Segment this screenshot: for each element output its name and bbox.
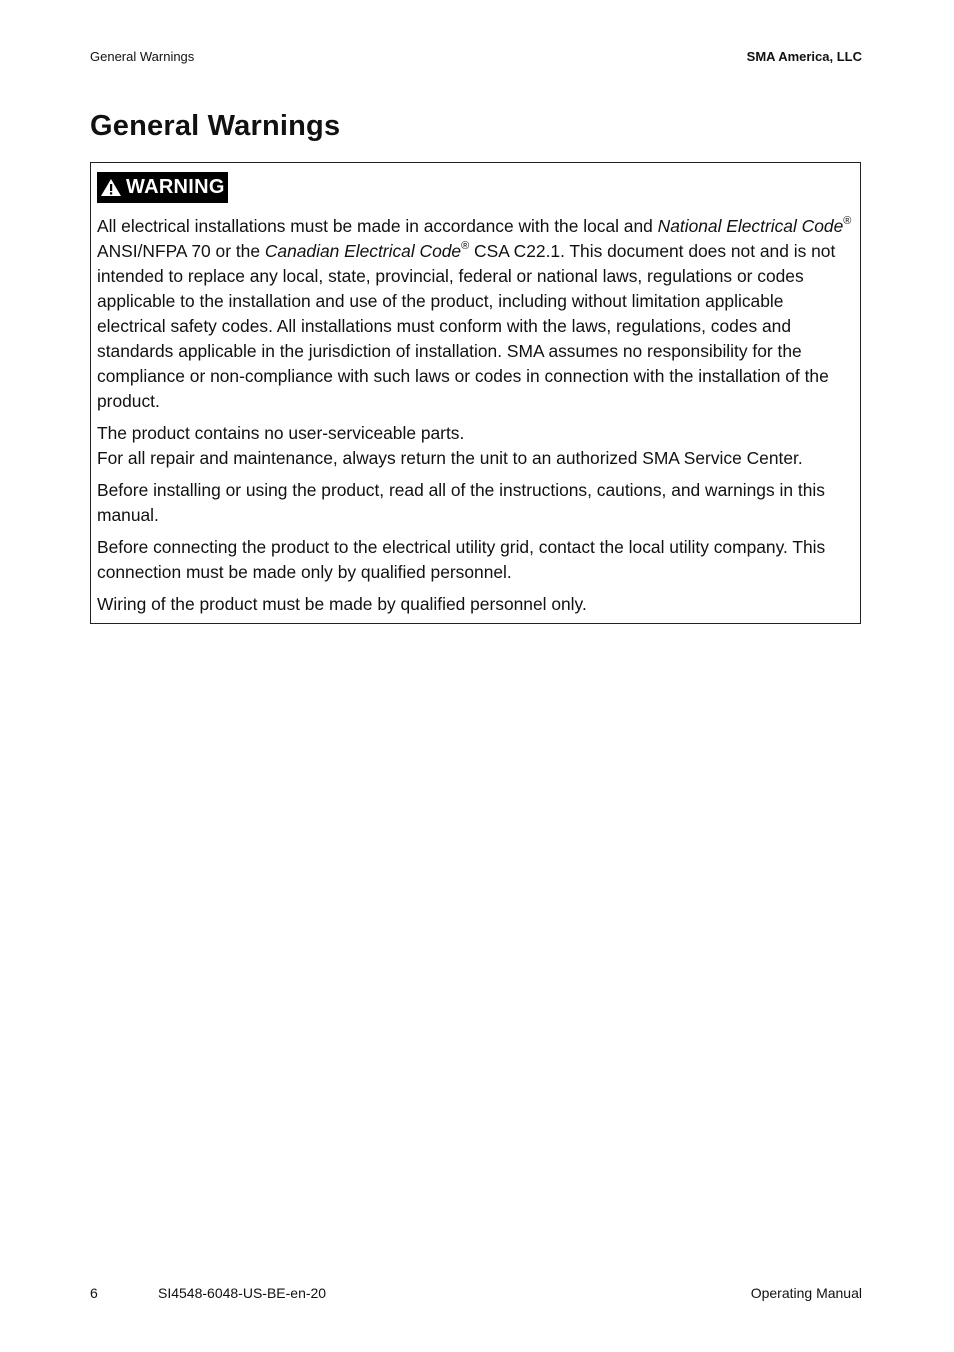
document-id: SI4548-6048-US-BE-en-20 bbox=[158, 1285, 327, 1301]
page-number: 6 bbox=[90, 1285, 98, 1301]
warning-paragraph-wiring: Wiring of the product must be made by qualified personnel only. bbox=[97, 594, 587, 614]
warning-paragraph-utility: Before connecting the product to the electrical utility grid, contact the local utility company. This connection must be made only by qualified personnel. bbox=[97, 537, 826, 582]
warning-paragraph-service bbox=[97, 421, 852, 471]
warning-label-text: WARNING bbox=[126, 176, 225, 198]
codes-text-1: All electrical installations must be made in accordance with the local and bbox=[97, 216, 658, 236]
document-type: Operating Manual bbox=[750, 1285, 862, 1301]
registered-mark: ® bbox=[843, 215, 852, 228]
warning-paragraph-codes bbox=[97, 214, 852, 414]
warning-label bbox=[97, 172, 228, 203]
page-title: General Warnings bbox=[90, 110, 341, 142]
warning-triangle-icon bbox=[100, 178, 122, 197]
running-header-company: SMA America, LLC bbox=[746, 49, 862, 64]
warning-paragraph-instructions: Before installing or using the product, read all of the instructions, cautions, and warnings in this manual. bbox=[97, 480, 825, 525]
registered-mark: ® bbox=[461, 240, 470, 253]
running-header-section: General Warnings bbox=[90, 49, 195, 64]
service-line-2: For all repair and maintenance, always return the unit to an authorized SMA Service Center. bbox=[97, 448, 803, 468]
nec-name: National Electrical Code bbox=[657, 216, 844, 236]
cec-name: Canadian Electrical Code bbox=[264, 241, 462, 261]
warning-box bbox=[90, 162, 861, 624]
service-line-1: The product contains no user-serviceable parts. bbox=[97, 423, 465, 443]
codes-text-2: ANSI/NFPA 70 or the bbox=[97, 241, 265, 261]
codes-text-3: CSA C22.1. This document does not and is not intended to replace any local, state, provincial, federal or national laws, regulations or codes applicable to the installation and use of the product, including without limitation applicable electrical safety codes. All installations must conform with the laws, regulations, codes and standards applicable in the jurisdiction of installation. SMA assumes no responsibility for the compliance or non-compliance with such laws or codes in connection with the installation of the product. bbox=[97, 241, 836, 411]
